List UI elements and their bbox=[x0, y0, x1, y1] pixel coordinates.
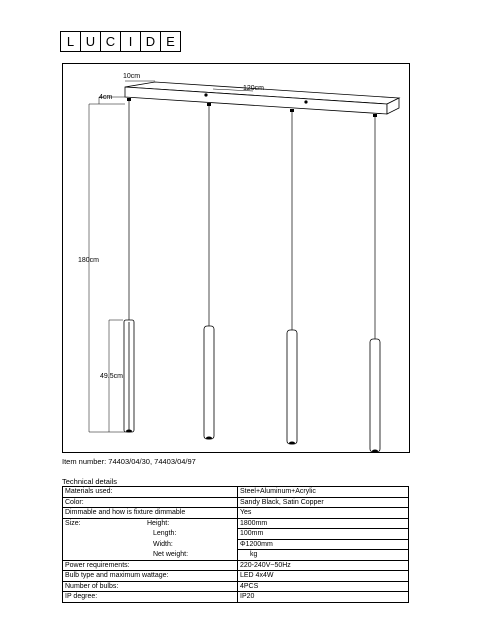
spec-value: LED 4x4W bbox=[238, 571, 409, 582]
spec-row-num-bulbs bbox=[63, 581, 409, 592]
logo-letter: I bbox=[121, 32, 141, 51]
dim-length: 120cm bbox=[243, 85, 265, 92]
spec-value: 4PCS bbox=[238, 581, 409, 592]
spec-row-materials bbox=[63, 487, 409, 498]
spec-row-power bbox=[63, 560, 409, 571]
spec-label: IP degree: bbox=[63, 592, 238, 603]
width-label: Width: bbox=[153, 540, 173, 548]
suspension-cables bbox=[129, 100, 375, 339]
spec-label bbox=[63, 539, 238, 550]
logo-letter: L bbox=[61, 32, 81, 51]
spec-row-length bbox=[63, 529, 409, 540]
logo-letter: D bbox=[141, 32, 161, 51]
spec-value: 1800mm bbox=[238, 518, 409, 529]
spec-label: Color: bbox=[63, 497, 238, 508]
length-label: Length: bbox=[153, 530, 177, 538]
spec-label: Dimmable and how is fixture dimmable bbox=[63, 508, 238, 519]
spec-row-width bbox=[63, 539, 409, 550]
spec-value: IP20 bbox=[238, 592, 409, 603]
spec-row-ip bbox=[63, 592, 409, 603]
spec-label: Number of bulbs: bbox=[63, 581, 238, 592]
spec-label: Power requirements: bbox=[63, 560, 238, 571]
spec-label bbox=[63, 529, 238, 540]
spec-row-height bbox=[63, 518, 409, 529]
spec-value: 220-240V~50Hz bbox=[238, 560, 409, 571]
net-weight-value: kg bbox=[250, 551, 258, 559]
spec-value: Yes bbox=[238, 508, 409, 519]
shade-bottoms bbox=[126, 430, 378, 453]
specs-table bbox=[62, 486, 409, 603]
lamp-shades bbox=[124, 320, 380, 452]
height-label: Height: bbox=[147, 520, 170, 527]
logo-letter: E bbox=[166, 34, 175, 49]
item-number: Item number: 74403/04/30, 74403/04/97 bbox=[62, 457, 196, 466]
spec-label: Materials used: bbox=[63, 487, 238, 498]
spec-value bbox=[238, 550, 409, 561]
dim-total-height: 180cm bbox=[78, 257, 100, 264]
logo-letter: C bbox=[101, 32, 121, 51]
technical-details-title: Technical details bbox=[62, 477, 118, 486]
dim-shade-height: 49.5cm bbox=[100, 373, 123, 380]
logo-letter: U bbox=[81, 32, 101, 51]
net-weight-label: Net weight: bbox=[153, 551, 189, 558]
spec-label bbox=[63, 550, 238, 561]
spec-value: Steel+Aluminum+Acrylic bbox=[238, 487, 409, 498]
spec-value: 100mm bbox=[238, 529, 409, 540]
spec-row-net-weight bbox=[63, 550, 409, 561]
lucide-logo bbox=[60, 31, 181, 52]
spec-row-dimmable bbox=[63, 508, 409, 519]
spec-row-bulb bbox=[63, 571, 409, 582]
spec-value: Φ1200mm bbox=[238, 539, 409, 550]
spec-label bbox=[63, 518, 238, 529]
spec-row-color bbox=[63, 497, 409, 508]
size-label: Size: bbox=[65, 520, 81, 527]
product-drawing bbox=[62, 63, 410, 453]
spec-label: Bulb type and maximum wattage: bbox=[63, 571, 238, 582]
pendant-lamp-diagram bbox=[63, 64, 411, 454]
dim-top-height: 4cm bbox=[99, 94, 113, 101]
dim-top-width: 10cm bbox=[123, 73, 141, 80]
spec-value: Sandy Black, Satin Copper bbox=[238, 497, 409, 508]
